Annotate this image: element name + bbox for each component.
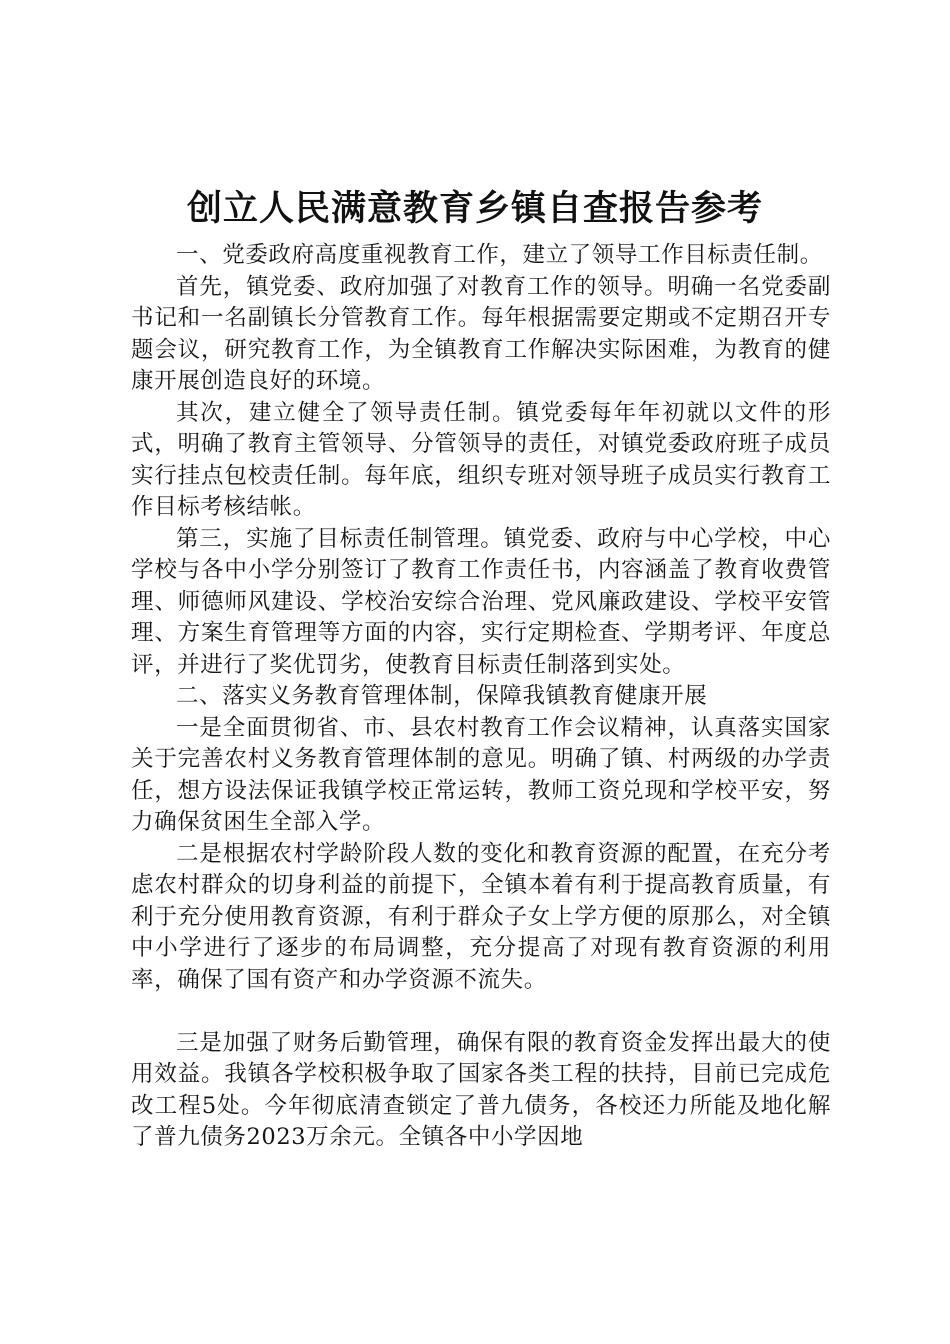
paragraph-item-one: 一是全面贯彻省、市、县农村教育工作会议精神，认真落实国家关于完善农村义务教育管理体制的意见。明确了镇、村两级的办学责任，想方设法保证我镇学校正常运转，教师工资兑现和学校平安，努力确保贫困生全部入学。 [131, 714, 831, 835]
paragraph-item-three: 三是加强了财务后勤管理，确保有限的教育资金发挥出最大的使用效益。我镇各学校积极争取了国家各类工程的扶持，目前已完成危改工程5处。今年彻底清查锁定了普九债务，各校还力所能及地化解了普九债务2023万余元。全镇各中小学因地 [131, 1029, 831, 1150]
document-title: 创立人民满意教育乡镇自查报告参考 [186, 188, 763, 229]
paragraph-third: 第三，实施了目标责任制管理。镇党委、政府与中心学校，中心学校与各中小学分别签订了教育工作责任书，内容涵盖了教育收费管理、师德师风建设、学校治安综合治理、党风廉政建设、学校平安管理、方案生育管理等方面的内容，实行定期检查、学期考评、年度总评，并进行了奖优罚劣，使教育目标责任制落到实处。 [131, 525, 831, 678]
document-body [131, 240, 831, 1154]
paragraph-first: 首先，镇党委、政府加强了对教育工作的领导。明确一名党委副书记和一名副镇长分管教育工作。每年根据需要定期或不定期召开专题会议，研究教育工作，为全镇教育工作解决实际困难，为教育的健康开展创造良好的环境。 [131, 273, 831, 394]
paragraph-section-2-heading: 二、落实义务教育管理体制，保障我镇教育健康开展 [176, 683, 708, 709]
paragraph-item-two: 二是根据农村学龄阶段人数的变化和教育资源的配置，在充分考虑农村群众的切身利益的前提下，全镇本着有利于提高教育质量，有利于充分使用教育资源，有利于群众子女上学方便的原那么，对全镇中小学进行了逐步的布局调整，充分提高了对现有教育资源的利用率，确保了国有资产和办学资源不流失。 [131, 840, 831, 993]
paragraph-second: 其次，建立健全了领导责任制。镇党委每年年初就以文件的形式，明确了教育主管领导、分管领导的责任，对镇党委政府班子成员实行挂点包校责任制。每年底，组织专班对领导班子成员实行教育工作目标考核结帐。 [131, 399, 831, 520]
paragraph-section-1-heading: 一、党委政府高度重视教育工作，建立了领导工作目标责任制。 [176, 242, 823, 268]
